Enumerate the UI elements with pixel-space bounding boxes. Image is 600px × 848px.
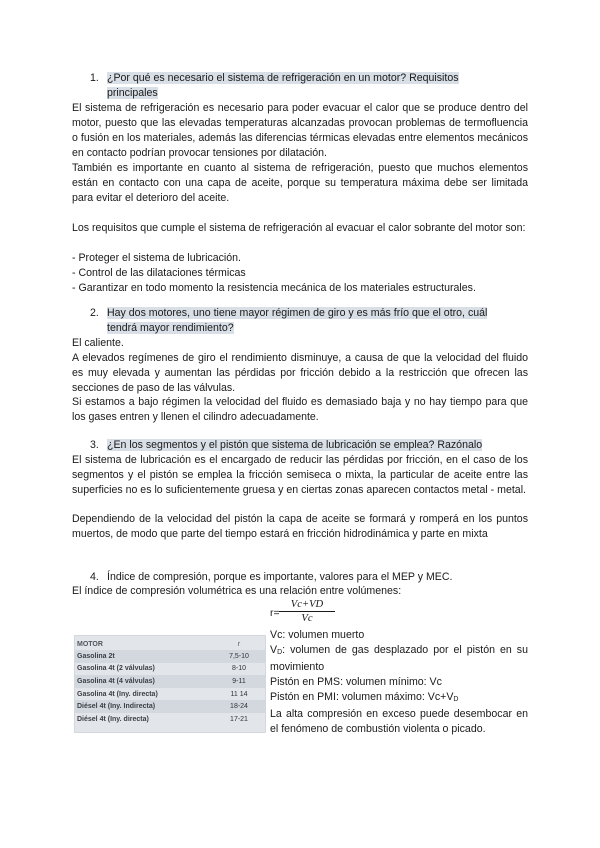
list-item: - Control de las dilataciones térmicas <box>72 267 246 279</box>
question-3-heading <box>90 438 530 453</box>
paragraph: El sistema de lubricación es el encargado de reducir las pérdidas por fricción, en el caso de los segmentos y el pistón se emplea la fricción semiseca o mixta, la particular de aceite entre las superficies no es lo suficientemente gruesa y en ciertas zonas aparecen contactos metal - metal. <box>72 454 528 496</box>
question-number: 2. <box>90 307 99 319</box>
definition-vc: Vc: volumen muerto <box>270 629 365 641</box>
paragraph: A elevados regímenes de giro el rendimiento disminuye, a causa de que la velocidad del fluido es muy elevada y aumentan las pérdidas por fricción debido a la restricción que ofrecen las secciones de paso de las válvulas. <box>72 352 528 394</box>
paragraph: Dependiendo de la velocidad del pistón la capa de aceite se formará y romperá en los puntos muertos, de modo que parte del tiempo estará en fricción hidrodinámica y parte en mixta <box>72 513 528 540</box>
question-number: 4. <box>90 571 99 583</box>
definition-pms: Pistón en PMS: volumen mínimo: Vc <box>270 676 442 688</box>
question-title: Índice de compresión, porque es importante, valores para el MEP y MEC. <box>107 571 453 583</box>
table-header: MOTOR <box>77 641 103 648</box>
list-item: - Garantizar en todo momento la resistencia mecánica de los materiales estructurales. <box>72 282 476 294</box>
formula-numerator: Vc+VD <box>279 598 335 612</box>
formula-denominator: Vc <box>301 613 313 624</box>
paragraph: El sistema de refrigeración es necesario para poder evacuar el calor que se produce dentro del motor, puesto que las elevadas temperaturas alcanzadas provocan problemas de termofluencia o fusión en los materiales, además las diferencias térmicas elevadas entre elementos mecánicos en contacto podrían provocar tensiones por dilatación. <box>72 102 528 159</box>
question-4-heading <box>90 570 530 585</box>
paragraph: El caliente. <box>72 337 124 349</box>
question-title-line2: principales <box>107 87 158 99</box>
table-header: r <box>237 641 241 648</box>
definitions-block <box>270 628 528 737</box>
table-row: Diésel 4t (Iny. Indirecta) 18-24 <box>74 700 266 713</box>
question-1-heading <box>90 71 530 101</box>
table-row: Gasolina 4t (4 válvulas) 9-11 <box>74 675 266 688</box>
paragraph: El índice de compresión volumétrica es una relación entre volúmenes: <box>72 585 402 597</box>
table-row: Gasolina 4t (Iny. directa) 11 14 <box>77 690 248 698</box>
paragraph: Los requisitos que cumple el sistema de refrigeración al evacuar el calor sobrante del motor son: <box>72 222 526 234</box>
question-2-heading <box>90 306 530 336</box>
question-title-line1: ¿Por qué es necesario el sistema de refrigeración en un motor? Requisitos <box>107 72 459 84</box>
compression-ratio-table <box>74 639 266 726</box>
definition-vd: $V_D$: volumen de gas desplazado por el pistón en su movimiento <box>270 644 528 673</box>
paragraph: Si estamos a bajo régimen la velocidad del fluido es demasiado baja y no hay tiempo para que los gases entren y llenen el cilindro adecuadamente. <box>72 396 528 423</box>
question-title-line1: Hay dos motores, uno tiene mayor régimen de giro y es más frío que el otro, cuál <box>107 307 488 319</box>
high-compression-note: La alta compresión en exceso puede desembocar en el fenómeno de combustión violenta o picado. <box>270 708 528 735</box>
table-row: Gasolina 4t (2 válvulas) 8-10 <box>77 665 246 673</box>
compression-ratio-table-photo <box>74 635 266 733</box>
table-row: Gasolina 2t 7,5-10 <box>74 650 266 663</box>
formula-lhs: r= <box>270 608 280 619</box>
question-number: 1. <box>90 72 99 84</box>
definition-pmi: Pistón en PMI: volumen máximo: $Vc+V_D$ <box>270 691 459 703</box>
question-number: 3. <box>90 439 99 451</box>
paragraph: También es importante en cuanto al sistema de refrigeración, puesto que muchos elementos están en contacto con una capa de aceite, porque su temperatura máxima debe ser limitada para evitar el deterioro del aceite. <box>72 162 528 204</box>
list-item: - Proteger el sistema de lubricación. <box>72 252 241 264</box>
formula-fraction <box>279 598 335 625</box>
question-title-line2: tendrá mayor rendimiento? <box>107 322 234 334</box>
table-row: Diésel 4t (Iny. directa) 17-21 <box>77 715 248 723</box>
question-title: ¿En los segmentos y el pistón que sistema de lubricación se emplea? Razónalo <box>107 439 483 451</box>
requirements-list <box>72 251 528 296</box>
